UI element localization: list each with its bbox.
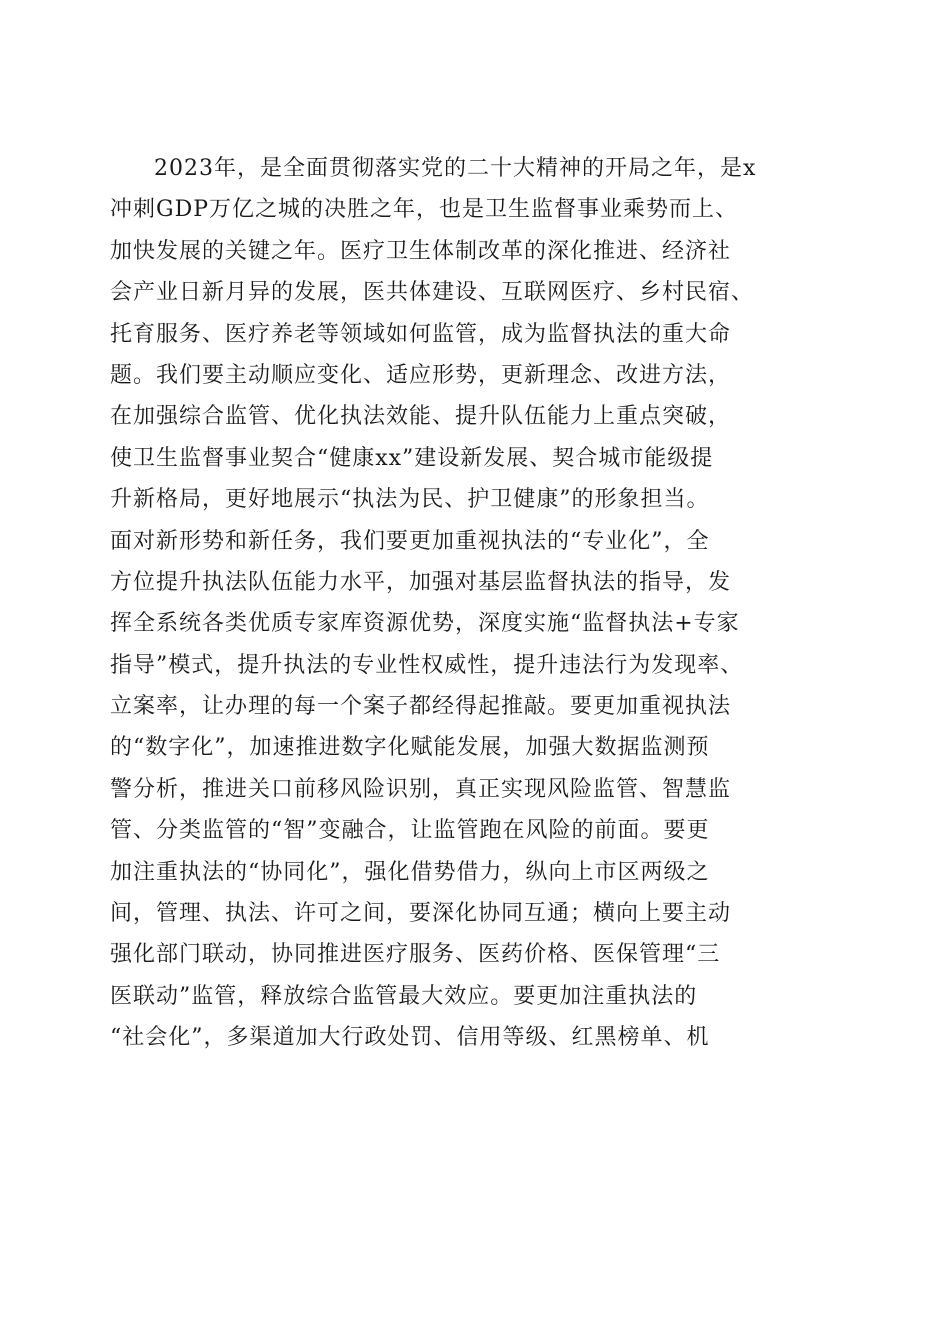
body-paragraph [110, 148, 850, 1059]
text-line: 冲刺GDP万亿之城的决胜之年，也是卫生监督事业乘势而上、 [110, 197, 739, 223]
text-line: 托育服务、医疗养老等领域如何监管，成为监督执法的重大命 [110, 321, 732, 347]
text-line: 立案率，让办理的每一个案子都经得起推敲。要更加重视执法 [110, 694, 732, 720]
text-line: 指导”模式，提升执法的专业性权威性，提升违法行为发现率、 [110, 652, 744, 678]
text-line: “社会化”，多渠道加大行政处罚、信用等级、红黑榜单、机 [110, 1025, 710, 1051]
text-line: 管、分类监管的“智”变融合，让监管跑在风险的前面。要更 [110, 818, 710, 844]
text-line: 挥全系统各类优质专家库资源优势，深度实施“监督执法+专家 [110, 611, 740, 637]
text-line: 医联动”监管，释放综合监管最大效应。要更加注重执法的 [110, 983, 698, 1009]
text-line: 间，管理、执法、许可之间，要深化协同互通；横向上要主动 [110, 901, 732, 927]
text-line: 加注重执法的“协同化”，强化借势借力，纵向上市区两级之 [110, 859, 710, 885]
text-line: 升新格局，更好地展示“执法为民、护卫健康”的形象担当。 [110, 487, 710, 513]
text-line: 强化部门联动，协同推进医疗服务、医药价格、医保管理“三 [110, 942, 721, 968]
text-line: 方位提升执法队伍能力水平，加强对基层监督执法的指导，发 [110, 569, 732, 595]
text-line: 警分析，推进关口前移风险识别，真正实现风险监管、智慧监 [110, 776, 732, 802]
text-line: 在加强综合监管、优化执法效能、提升队伍能力上重点突破， [110, 404, 732, 430]
text-line: 2023年，是全面贯彻落实党的二十大精神的开局之年，是x [154, 156, 757, 181]
text-line: 加快发展的关键之年。医疗卫生体制改革的深化推进、经济社 [110, 238, 732, 264]
text-line: 的“数字化”，加速推进数字化赋能发展，加强大数据监测预 [110, 735, 710, 761]
text-line: 面对新形势和新任务，我们要更加重视执法的“专业化”，全 [110, 528, 710, 554]
text-line: 会产业日新月异的发展，医共体建设、互联网医疗、乡村民宿、 [110, 280, 755, 306]
text-line: 使卫生监督事业契合“健康xx”建设新发展、契合城市能级提 [110, 445, 714, 471]
text-line: 题。我们要主动顺应变化、适应形势，更新理念、改进方法， [110, 362, 732, 388]
